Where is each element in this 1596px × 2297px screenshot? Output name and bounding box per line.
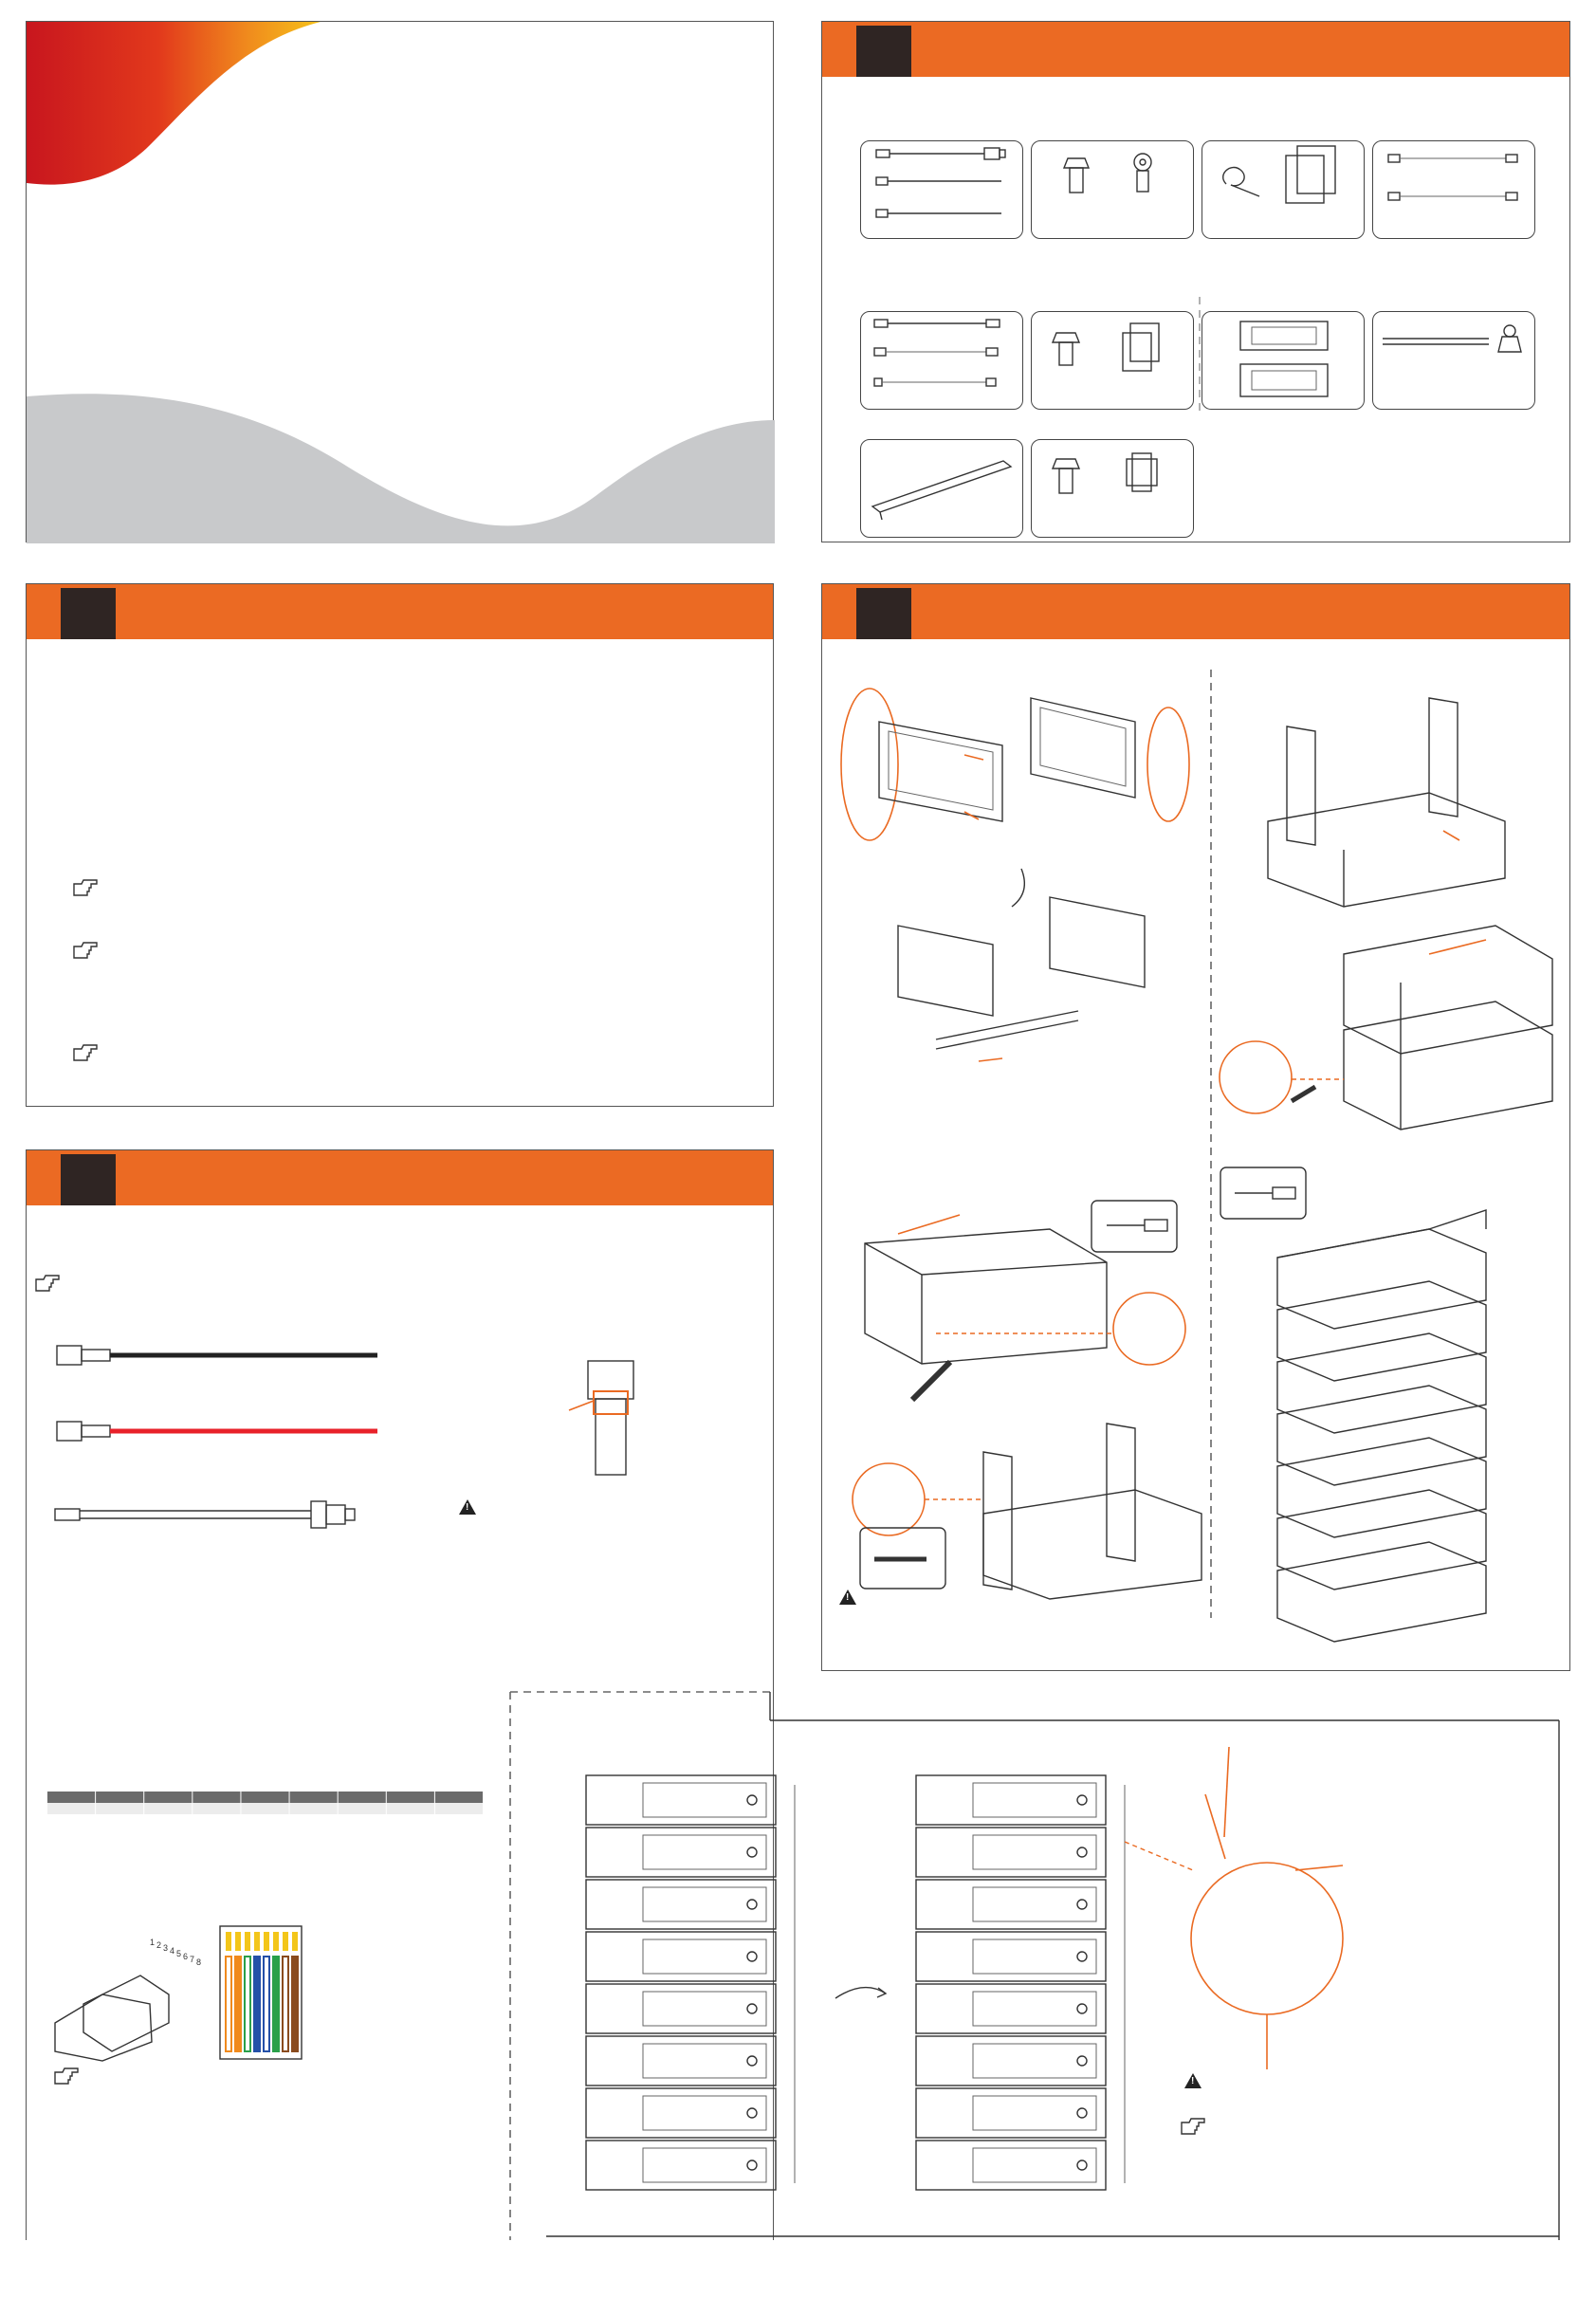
pin-number: 5 <box>176 1949 182 1958</box>
table-header-cell <box>47 1792 95 1803</box>
power-cables-illustration <box>46 1340 425 1549</box>
pointing-hand-icon <box>72 939 101 960</box>
battery-module <box>1277 1490 1486 1590</box>
screw-and-terminal-icon <box>1032 141 1195 240</box>
accessory-box-comm-cables <box>1372 140 1535 239</box>
pin-contact <box>245 1932 250 1951</box>
wire-strand <box>254 1957 260 2051</box>
battery-module <box>1277 1438 1486 1537</box>
expansion-bolt-icon <box>1032 440 1195 539</box>
table-header-cell <box>96 1792 143 1803</box>
divider-line <box>1198 297 1202 411</box>
connector-illustration <box>569 1350 645 1482</box>
pin-contact <box>292 1932 298 1951</box>
pointing-hand-icon <box>72 1041 101 1062</box>
wire-strand <box>273 1957 279 2051</box>
rod-and-nut-icon <box>1373 312 1536 411</box>
accessory-box-brackets <box>1202 311 1365 410</box>
pin-number: 4 <box>170 1946 175 1956</box>
warning-icon <box>839 1590 856 1605</box>
table-header-cell <box>339 1792 386 1803</box>
pointing-hand-icon <box>53 2065 82 2086</box>
pin-number: 2 <box>156 1940 162 1950</box>
accessories-panel <box>821 21 1570 542</box>
pin-contact <box>264 1932 269 1951</box>
extension-cable-icon <box>861 312 1024 411</box>
mounting-rail-icon <box>861 440 1024 539</box>
pointing-hand-icon <box>1180 2115 1208 2136</box>
table-header-cell <box>241 1792 288 1803</box>
pin-contact <box>254 1932 260 1951</box>
wire-strand <box>264 1957 269 2051</box>
battery-module <box>1277 1542 1486 1642</box>
table-cell <box>144 1803 192 1814</box>
battery-module <box>1277 1281 1486 1381</box>
pin-contact <box>283 1932 288 1951</box>
wire-strand <box>235 1957 241 2051</box>
accessory-box-screws <box>1031 140 1194 239</box>
pin-contact <box>235 1932 241 1951</box>
pin-contact <box>226 1932 231 1951</box>
table-cell <box>339 1803 386 1814</box>
wire-strand <box>292 1957 298 2051</box>
cables-header <box>27 1150 773 1205</box>
section-number-box <box>856 588 911 639</box>
battery-stack-wiring-illustration <box>508 1690 1589 2259</box>
bracket-icon <box>1202 312 1366 411</box>
pointing-hand-icon <box>72 876 101 897</box>
accessory-box-rail <box>860 439 1023 538</box>
accessories-header <box>822 22 1569 77</box>
pointing-hand-icon <box>34 1272 63 1293</box>
battery-module <box>1277 1386 1486 1485</box>
rj45-plug-illustration <box>46 1900 311 2070</box>
accessory-box-fixings <box>1031 439 1194 538</box>
pin-number: 7 <box>190 1955 195 1964</box>
warning-icon <box>1184 2073 1202 2088</box>
notes-header <box>27 584 773 639</box>
accessory-box-cables-2 <box>860 311 1023 410</box>
pin-contact <box>273 1932 279 1951</box>
accessory-box-documents <box>1202 140 1365 239</box>
table-header-cell <box>193 1792 240 1803</box>
table-header-cell <box>144 1792 192 1803</box>
table-cell <box>96 1803 143 1814</box>
assembly-steps-illustration <box>822 641 1571 1637</box>
section-number-box <box>856 26 911 77</box>
notes-panel <box>26 583 774 1107</box>
cover-artwork <box>27 22 775 543</box>
accessory-box-screws-2 <box>1031 311 1194 410</box>
screw-and-label-icon <box>1032 312 1195 411</box>
table-cell <box>387 1803 434 1814</box>
battery-module <box>1277 1229 1486 1329</box>
installation-panel <box>821 583 1570 1671</box>
warning-icon <box>459 1499 476 1515</box>
cover-panel <box>26 21 774 542</box>
table-header-cell <box>387 1792 434 1803</box>
installation-header <box>822 584 1569 639</box>
battery-module <box>1277 1333 1486 1433</box>
table-cell <box>241 1803 288 1814</box>
accessory-box-cables <box>860 140 1023 239</box>
cable-tie-and-manual-icon <box>1202 141 1366 240</box>
wire-strand <box>245 1957 250 2051</box>
power-cable-icon <box>861 141 1024 240</box>
pin-number: 6 <box>183 1952 189 1961</box>
accessory-box-rods <box>1372 311 1535 410</box>
rj45-pinout-table <box>47 1792 484 1820</box>
section-number-box <box>61 588 116 639</box>
table-header-cell <box>435 1792 483 1803</box>
pin-number: 1 <box>150 1938 156 1947</box>
table-cell <box>193 1803 240 1814</box>
communication-cable-icon <box>1373 141 1536 240</box>
table-cell <box>290 1803 338 1814</box>
table-header-cell <box>290 1792 338 1803</box>
wire-strand <box>226 1957 231 2051</box>
wire-strand <box>283 1957 288 2051</box>
table-cell <box>47 1803 95 1814</box>
table-cell <box>435 1803 483 1814</box>
pin-number: 3 <box>163 1943 169 1953</box>
pin-number: 8 <box>196 1957 202 1967</box>
wiring-panel <box>508 1690 1589 2259</box>
section-number-box <box>61 1154 116 1205</box>
